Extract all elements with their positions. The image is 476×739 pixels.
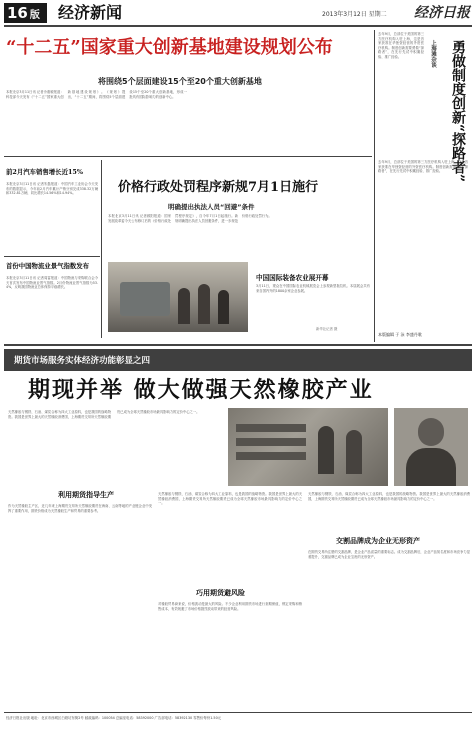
logistics-headline: 首份中国物流业景气指数发布 [6,262,90,270]
sub1-body: 作为天然橡胶主产区，近几年来上海期货交易所天然橡胶期货在海南、云南等地的产业链企业中发挥了重要作用，期货价格成为天然橡胶生产和贸易的重要参考。 [8,504,152,513]
sub2-body: 对橡胶贸易商来说，价格波动是最大的风险。不少企业利用期货市场进行套期保值，锁定采购和销售成本，有效规避了市场价格剧烈波动带来的经营风险。 [158,602,302,611]
left-divider [4,256,100,257]
auto-sales-body: 本报北京3月11日讯 记者朱磊报道：中国汽车工业协会今天发布的数据显示，今年前2月汽车累计产销分别完成338.32万辆和332.81万辆，同比增长14.56%和14.94%。 [6,182,98,196]
section-title: 经济新闻 [58,3,123,22]
sub3-body: 在期货交易所注册的交割品牌，是企业产品质量的重要标志。成为交割品牌后，企业产品知名度和市场竞争力显著提升，交割品牌已成为企业宝贵的无形资产。 [308,550,470,559]
date-line: 2013年3月12日 星期二 [322,11,387,18]
mid-page-rule [4,344,472,346]
footer-text: 经济日报社出版 地址：北京市西城区白纸坊东街2号 邮政编码：100054 总编室电话：58392000 广告部电话：58392130 零售价每份1.50元 [6,716,222,720]
page-unit: 版 [29,10,40,21]
photo-title: 中国国际装备农业展开幕 [256,274,329,282]
left-column [4,160,100,338]
feature-title: 期现并举 做大做强天然橡胶产业 [28,377,374,403]
right-col-body-top: 去年9月，总部位于美国的第三方医疗机构入驻上海，这是首家获准在华独资经营的外资医疗机构。制度创新需要勇做“探路者”，在先行先试中积累经验、推广经验。 [378,32,424,59]
price-rule-subhead: 明确提出执法人员“回避”条件 [168,203,255,211]
right-col-label: 上海滩杂谈 [430,40,436,68]
photo-portrait [394,408,468,486]
logistics-body: 本报北京3月11日讯 记者周雷报道：中国物流与采购联合会今天首次发布中国物流业景气指数。2月份物流业景气指数为53.4%，反映我国物流业总体保持平稳增长。 [6,276,98,290]
photo-rubber-factory [228,408,388,486]
sub3-body-top: 天然橡胶与钢铁、石油、煤炭合称为四大工业原料，也是我国的战略物资。我国是世界上最大的天然橡胶消费国，上海期货交易所天然橡胶期货已成为全球天然橡胶市场最具影响力的定价中心之一。 [308,492,470,501]
feature-banner [4,349,472,371]
top-story-headline: “十二五”国家重大创新基地建设规划公布 [6,37,333,58]
left-vertical-rule [101,160,102,338]
masthead [4,2,472,25]
feature-intro: 天然橡胶与钢铁、石油、煤炭合称为四大工业原料，也是我国的战略物资。我国是世界上最大的天然橡胶消费国，上海期货交易所天然橡胶期货已成为全球天然橡胶市场最具影响力的定价中心之一。 [8,410,200,419]
top-story-body: 本报北京3月11日讯 记者佘惠敏报道：科技部今天发布《“十二五”国家重大创新基地建设规划》。《规划》提出，“十二五”期间，将围绕5个层面建设15个至20个重大创新基地，形成一批具有国际影响力的创新中心。 [6,90,187,99]
page-number: 16 [7,4,28,22]
footer-rule [4,712,472,713]
right-col-body-lower: 去年9月，总部位于美国的第三方医疗机构入驻上海，这是首家获准在华独资经营的外资医疗机构。制度创新需要勇做“探路者”，在先行先试中积累经验、推广经验。 [378,160,468,174]
photo-exhibition [108,262,248,332]
price-rule-body: 本报北京3月11日讯 记者顾阳报道：国家发展改革委今天公布修订后的《价格行政处罚程序规定》，自今年7月1日起施行。新规明确提出执法人员回避条件，进一步规范价格行政处罚行为。 [108,214,272,223]
photo-credit: 新华社记者 摄 [316,327,338,331]
sub2-heading: 巧用期货避风险 [196,588,245,597]
top-story-subhead: 将围绕5个层面建设15个至20个重大创新基地 [98,77,262,86]
sub1-heading: 利用期货指导生产 [58,490,114,499]
right-vertical-rule [374,30,375,342]
sub2-body-top: 天然橡胶与钢铁、石油、煤炭合称为四大工业原料，也是我国的战略物资。我国是世界上最大的天然橡胶消费国，上海期货交易所天然橡胶期货已成为全球天然橡胶市场最具影响力的定价中心之一。 [158,492,302,506]
right-col-headline: 勇做制度创新“探路者” [450,40,466,183]
header-rule [4,25,472,27]
right-col-byline: 本版编辑 于 泳 李盛丹歌 [378,332,422,337]
auto-sales-headline: 前2月汽车销售增长近15% [6,168,83,176]
photo-caption: 3月11日，观众在中国国际农业机械展览会上参观新型拖拉机。本届展会共有来自国内外的1800余家企业参展。 [256,284,370,293]
price-rule-headline: 价格行政处罚程序新规7月1日施行 [118,180,319,195]
newspaper-logo: 经济日报 [414,5,470,21]
page-number-box [4,3,47,23]
top-story-rule [4,156,372,157]
sub3-heading: 交割品牌成为企业无形资产 [336,536,420,545]
feature-banner-text: 期货市场服务实体经济功能彰显之四 [14,356,151,366]
